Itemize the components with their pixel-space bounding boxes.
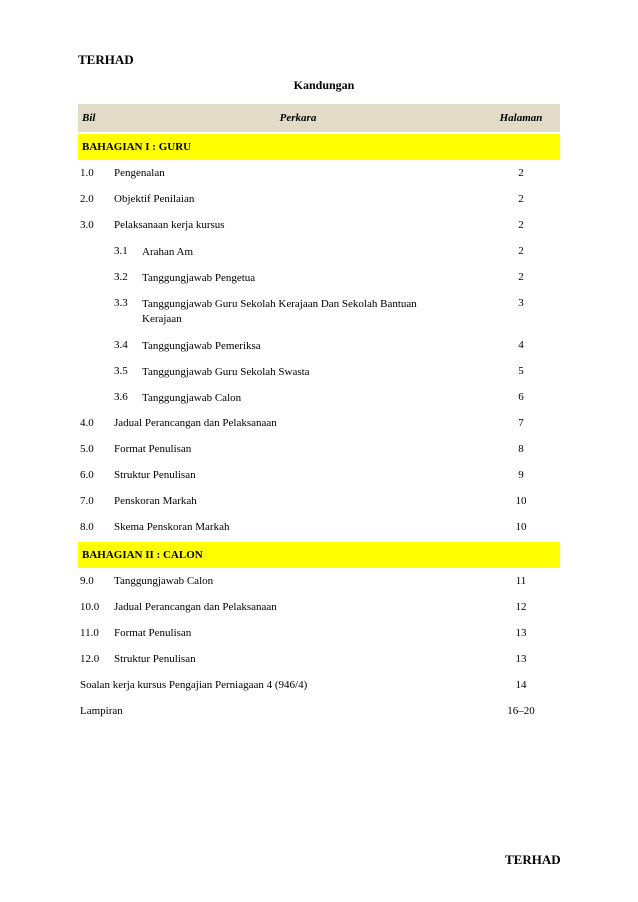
row-page: 10 [515, 521, 527, 533]
toc-row [78, 620, 560, 646]
toc-subrow [78, 384, 560, 410]
toc-subrow [78, 238, 560, 264]
row-number: 7.0 [80, 495, 94, 507]
subrow-page: 6 [518, 391, 524, 403]
subrow-title: Tanggungjawab Guru Sekolah Kerajaan Dan Sekolah Bantuan Kerajaan [142, 298, 417, 325]
row-page: 13 [515, 627, 527, 639]
row-page: 7 [518, 417, 524, 429]
row-number: 5.0 [80, 443, 94, 455]
row-number: 6.0 [80, 469, 94, 481]
section-heading-calon: BAHAGIAN II : CALON [78, 542, 560, 568]
toc-subrow [78, 290, 560, 332]
row-title: Objektif Penilaian [114, 193, 195, 205]
toc-row [78, 436, 560, 462]
toc-row [78, 646, 560, 672]
toc-row-unnumbered [78, 672, 560, 698]
toc-subrow [78, 264, 560, 290]
row-page: 8 [518, 443, 524, 455]
subrow-page: 2 [518, 245, 524, 257]
row-page: 2 [518, 167, 524, 179]
toc-row [78, 488, 560, 514]
toc-row [78, 212, 560, 238]
row-title: Lampiran [80, 705, 123, 717]
row-page: 13 [515, 653, 527, 665]
row-number: 4.0 [80, 417, 94, 429]
security-marking-bottom: TERHAD [505, 852, 561, 867]
toc-row [78, 514, 560, 540]
toc-subrow [78, 332, 560, 358]
subrow-number: 3.4 [114, 339, 128, 351]
row-page: 16–20 [507, 705, 535, 717]
toc-row [78, 186, 560, 212]
toc-row [78, 462, 560, 488]
row-number: 11.0 [80, 627, 99, 639]
row-page: 9 [518, 469, 524, 481]
toc-row [78, 160, 560, 186]
section-heading-guru: BAHAGIAN I : GURU [78, 134, 560, 160]
row-title: Pengenalan [114, 167, 165, 179]
subrow-number: 3.2 [114, 271, 128, 283]
row-title: Jadual Perancangan dan Pelaksanaan [114, 417, 277, 429]
subrow-title: Tanggungjawab Guru Sekolah Swasta [142, 366, 310, 378]
subrow-number: 3.5 [114, 365, 128, 377]
subrow-number: 3.1 [114, 245, 128, 257]
row-page: 14 [515, 679, 527, 691]
row-number: 8.0 [80, 521, 94, 533]
subrow-page: 3 [518, 297, 524, 309]
row-title: Soalan kerja kursus Pengajian Perniagaan 4 (946/4) [80, 679, 308, 691]
toc-row [78, 568, 560, 594]
subrow-title: Tanggungjawab Pengetua [142, 272, 256, 284]
subrow-page: 2 [518, 271, 524, 283]
row-number: 3.0 [80, 219, 94, 231]
row-title: Pelaksanaan kerja kursus [114, 219, 225, 231]
toc-row [78, 594, 560, 620]
subrow-number: 3.3 [114, 297, 128, 309]
row-title: Tanggungjawab Calon [114, 575, 214, 587]
column-header-perkara: Perkara [279, 112, 317, 124]
table-of-contents [78, 104, 560, 724]
row-page: 12 [515, 601, 527, 613]
toc-subrow [78, 358, 560, 384]
row-page: 2 [518, 219, 524, 231]
row-title: Format Penulisan [114, 627, 192, 639]
subrow-title: Tanggungjawab Pemeriksa [142, 340, 261, 352]
toc-row [78, 410, 560, 436]
security-marking-top: TERHAD [78, 52, 134, 67]
row-number: 1.0 [80, 167, 94, 179]
page-title: Kandungan [293, 78, 355, 92]
row-number: 2.0 [80, 193, 94, 205]
subrow-page: 5 [518, 365, 524, 377]
row-title: Struktur Penulisan [114, 653, 196, 665]
subrow-title: Arahan Am [142, 246, 194, 258]
column-header-bil: Bil [82, 112, 96, 124]
row-page: 2 [518, 193, 524, 205]
subrow-number: 3.6 [114, 391, 128, 403]
subrow-page: 4 [518, 339, 524, 351]
column-header-halaman: Halaman [499, 112, 543, 124]
row-number: 12.0 [80, 653, 100, 665]
row-title: Format Penulisan [114, 443, 192, 455]
row-page: 10 [515, 495, 527, 507]
row-title: Struktur Penulisan [114, 469, 196, 481]
row-number: 9.0 [80, 575, 94, 587]
row-title: Penskoran Markah [114, 495, 197, 507]
row-title: Jadual Perancangan dan Pelaksanaan [114, 601, 277, 613]
subrow-title: Tanggungjawab Calon [142, 392, 242, 404]
row-page: 11 [515, 575, 527, 587]
row-number: 10.0 [80, 601, 100, 613]
row-title: Skema Penskoran Markah [114, 521, 230, 533]
toc-row-unnumbered [78, 698, 560, 724]
table-header [78, 104, 560, 132]
